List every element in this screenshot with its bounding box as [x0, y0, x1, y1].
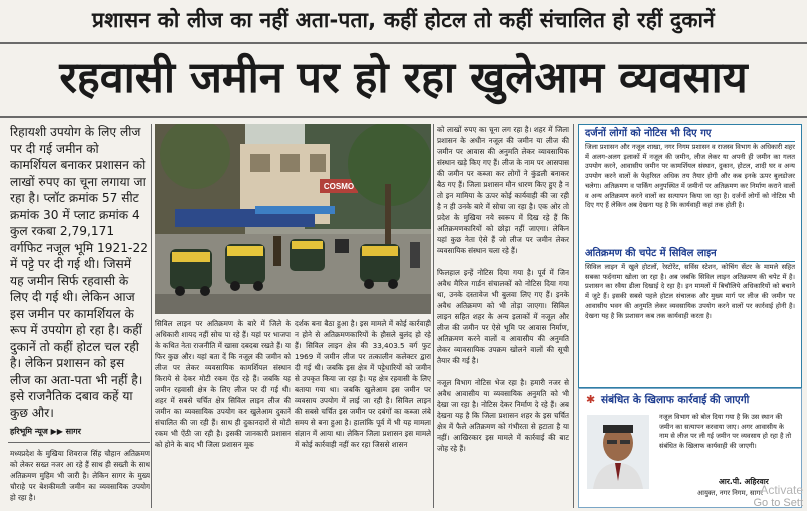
box2-heading: अतिक्रमण की चपेट में सिविल लाइन — [585, 248, 717, 259]
column-1-text: मध्यप्रदेश के मुखिया शिवराज सिंह चौहान अतिक्रमण को लेकर सख्त नजर आ रहे हैं साथ ही सख्ती के साथ अतिक्रमण मुहिम भी जारी है। लेकिन सागर के मुख्य चौराहे पर बेशकीमती जमीन का व्यवसायिक उपयोग हो रहा है। — [10, 449, 150, 502]
street-photo — [155, 124, 431, 314]
notice-sidebar — [578, 124, 802, 388]
article-kicker: प्रशासन को लीज का नहीं अता-पता, कहीं होटल तो कहीं संचालित हो रहीं दुकानें — [91, 8, 716, 32]
quote-text: नजूल विभाग को बोल दिया गया है कि उस स्थान की जमीन का सत्यापन करवाया जाए। अगर आवासीय के नाम से लीज पर ली गई जमीन पर व्यवसाय हो रहा है तो संबंधित के खिलाफ कार्यवाही की जाएगी। — [659, 413, 792, 450]
lead-divider — [8, 442, 150, 443]
activation-watermark-sub: Go to Sett — [753, 497, 803, 509]
headline-divider — [0, 116, 807, 118]
box1-text: जिला प्रशासन और नजूल शाखा, नगर निगम प्रशासन व राजस्व विभाग के अधिकारी शहर में अलग-अलग इलाकों में नजूल की जमीन, लीज लेकर या अपनी ही जमीन का गलत उपयोग करने, आवासीय जमीन पर कामर्शियल संस्थान, दुकान, होटल, शादी घर व अन्य उपयोग करने वालों के फेहरिस्त अधिक तय तैयार होगी और कब इनके ऊपर बुलडोजर चलेगा। अतिक्रमण व पार्किंग अनुपस्थित में जमीनों पर अतिक्रमण कर निर्माण कराने वालों व अन्य अतिक्रमण करने वालों का सत्यापन किया जा रहा है। दर्जनों लोगों को नोटिस भी दिए गए हैं लेकिन अब देखना यह है कि कार्यवाही कहां तक होती है। — [585, 143, 795, 210]
column-2-text: सिविल लाइन पर अतिक्रमण के बारे में जिले के अधिकारी शायद नहीं सोच पा रहे हैं। यहां पर भाजपा के कथित नेता राजनीति में खासा दबदबा रखते हैं। या फिर कुछ और। यहां बता दें कि नजूल की जमीन को लीज पर लेकर व्यवसायिक कामर्शियल संस्थान किराये से देकर मोटी रकम ऐंठ रहे हैं। जबकि यह जमीन रहवासी क्षेत्र के लिए लीज पर दी गई थी। शहर में सबसे चर्चित क्षेत्र सिविल लाइन लीज की जमीन का व्यवसायिक उपयोग कर खुलेआम दुकानें संचालित की जा रही हैं। साथ ही दुकानदारों से मोटी रकम भी ऐंठी जा रही है। इसकी जानकारी प्रशासन को होने के बाद भी जिला प्रशासन मूक — [155, 319, 291, 449]
box1-heading: दर्जनों लोगों को नोटिस भी दिए गए — [585, 128, 712, 139]
quote-author-role: आयुक्त, नगर निगम, सागर — [697, 489, 763, 497]
column-3-text: दर्शक बना बैठा हुआ है। इस मामले में कोई कार्रवाही न होने से अतिक्रमणकारियों के हौसले बुलंद हो रहे हैं। सिविल लाइन क्षेत्र की 33,403.5 वर्ग फुट 1969 में जमीन लीज पर तत्कालीन कलेक्टर द्वारा दी गई थी। जबकि इस क्षेत्र में पट्टेधारियों को जमीन से उपकृत किया जा रहा है। यह क्षेत्र रहवासी के लिए बताया गया था। जबकि खुलेआम इस जमीन पर व्यवसाय उपयोग में लाई जा रही है। सिविल लाइन की सबसे चर्चित इस जमीन पर दबंगों का कब्जा लंबे समय से बना हुआ है। हालांकि पूर्व में भी यह मामला संज्ञान में आया था। लेकिन जिला प्रशासन इस मामले में कोई कार्रवाही नहीं कर रहा जिससे शासन — [295, 319, 431, 449]
street-photo-image — [155, 124, 431, 314]
activation-watermark: Activate — [760, 483, 803, 497]
column-divider — [433, 124, 434, 508]
shop-sign: COSMO — [323, 182, 355, 191]
lead-paragraph: रिहायशी उपयोग के लिए लीज पर दी गई जमीन को कामर्शियल बनाकर प्रशासन को लाखों रुपए का चूना लगाया जा रहा है। प्लॉट क्रमांक 57 सीट क्रमांक 30 में प्लाट क्रमांक 4 कुल रकबा 2,79,171 वर्गफिट नजूल भूमि 1921-22 में पट्टे पर दी गई थी। जिसमें यह जमीन सिर्फ रहवासी के लिए दी गई थी। लेकिन आज इस जमीन पर कामर्शियल के रूप में उपयोग हो रहा है। कहीं दुकानें तो कहीं होटल चल रही है। लेकिन प्रशासन को इस लीज का अता-पता भी नहीं है। इसे राजनैतिक दबाव कहें या कुछ और। — [10, 125, 148, 420]
column-4-text: को लाखों रुपए का चूना लग रहा है। शहर में जिला प्रशासन के अधीन नजूल की जमीन या लीज की जमीन पर आवास की अनुमति लेकर व्यावसायिक संस्थान खड़े किए गए हैं। लीज के नाम पर आसपास की जमीन पर कब्जा कर लोगों ने कुंडली बनाकर बैठ गए हैं। जिला प्रशासन मौन धारण किए हुए है न तो इन मामिया के ऊपर कोई कार्यवाही की जा रही है न ही उनके बारे में सोचा जा रहा है। एक ओर तो प्रदेश के मुखिया नये स्वरूप में दिख रहे हैं कि अतिक्रमणकारियों को छोड़ा नहीं जाएगा। लेकिन यहां कुछ नेता ऐसे हैं जो लीज पर जमीन लेकर व्यवसायिक संस्थान चला रहे हैं। फिलहाल इन्हें नोटिस दिया गया है। पूर्व में जिन अवैध मैरिज गार्डन संचालकों को नोटिस दिया गया था, उनके दस्तावेज भी बुलवा लिए गए हैं। इनके अवैध अतिक्रमण को भी तोड़ा जाएगा। सिविल लाइन सहित शहर के अन्य इलाकों में नजूल और लीज की जमीन पर ऐसे भूमि पर आवास निर्माण, अतिक्रमण करने वालों व आवासीय की अनुमति लेकर व्यावसायिक उपक्रम खोलने वालों की सूची तैयार की गई है। नजूल विभाग नोटिस भेज रहा है। हमारी नजर से अवैध आवासीय या व्यवसायिक अनुमति को भी देखा जा रहा है। नोटिस देकर निर्माण दे रहे हैं। अब देखना यह है कि जिला प्रशासन शहर के इस चर्चित क्षेत्र में फैले अतिक्रमण को गंभीरता से हटाता है या नहीं। आखिरकार इस मामले में कार्रवाई की बाट जोह रहे हैं। — [437, 125, 569, 453]
quote-heading: संबंधित के खिलाफ कार्रवाई की जाएगी — [601, 394, 750, 406]
star-icon: ✱ — [586, 393, 596, 406]
byline: हरिभूमि न्यूज ▶▶ सागर — [10, 427, 81, 436]
box2-text: सिविल लाइन में खुले होटलों, रेस्टोरेंट, सर्विस स्टेशन, कोचिंग सेंटर के मामले सहित सबका फर्दनामा खोला जा रहा है। अब जबकि सिविल लाइन अतिक्रमण की चपेट में है। प्रशासन का रवैया ढीला दिखाई दे रहा है। इन मामलों में बिचौलिये अधिकारियों को बचाने में जुटे हैं। इसकी सबसे पहले होटल संचालक और मुख्य मार्ग पर लीज की जमीन पर आवासीय भवन की अनुमति लेकर व्यवसायिक उपयोग करने वालों पर कार्रवाई होनी है। देखना यह है कि प्रशासन कब तक कार्यवाही करता है। — [585, 263, 795, 320]
column-divider — [151, 124, 152, 508]
quote-author-name: आर.पी. अहिरवार — [719, 477, 769, 486]
official-portrait — [587, 415, 649, 489]
article-headline: रहवासी जमीन पर हो रहा खुलेआम व्यवसाय — [59, 53, 748, 103]
column-divider — [573, 124, 574, 508]
